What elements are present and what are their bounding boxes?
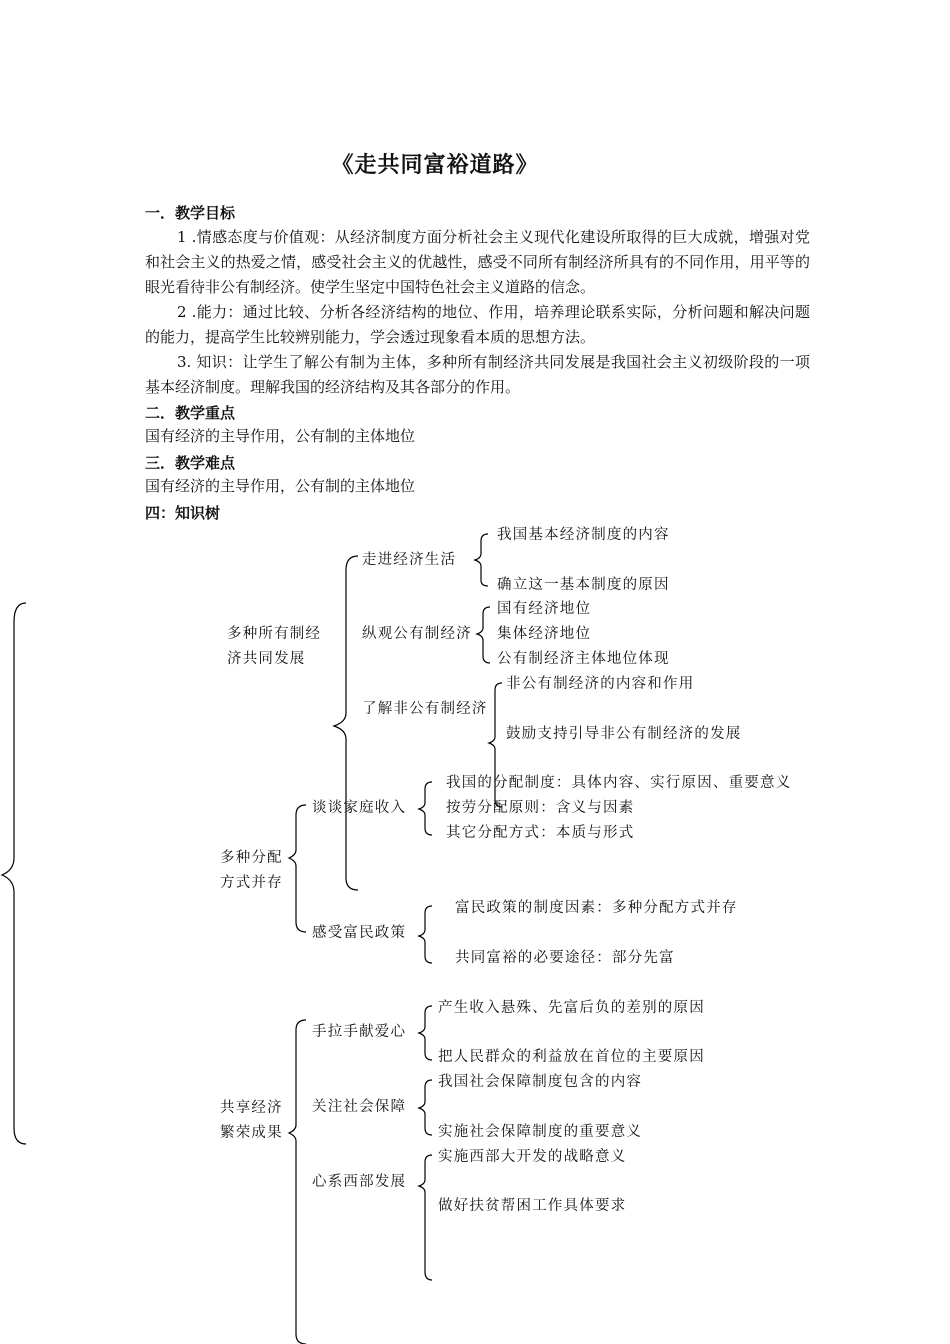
branch2-sub1-item: 其它分配方式：本质与形式 [446,825,635,841]
goal-paragraph-1: 1 .情感态度与价值观：从经济制度方面分析社会主义现代化建设所取得的巨大成就，增强对党和社会主义的热爱之情，感受社会主义的优越性，感受不同所有制经济所具有的不同作用，用平等的眼光看待非公有制经济。使学生坚定中国特色社会主义道路的信念。 [145,228,810,296]
sub-brace-guanzhu [419,1080,432,1135]
branch2-sub1-label: 谈谈家庭收入 [312,800,407,816]
branch3-sub1-label: 手拉手献爱心 [312,1024,407,1040]
branch3-sub2-label: 关注社会保障 [312,1099,407,1115]
branch3-sub2-item: 我国社会保障制度包含的内容 [438,1074,643,1090]
section-heading-knowledge-tree: 四：知识树 [145,504,221,522]
sub-brace-ganshou [419,906,432,963]
section-heading-key-points: 二．教学重点 [145,404,236,422]
branch1-label: 多种所有制经济共同发展 [227,626,322,667]
branch3-sub1-item: 产生收入悬殊、先富后负的差别的原因 [438,1000,705,1016]
branch2-sub2-label: 感受富民政策 [312,925,407,941]
branch2-sub2-item: 共同富裕的必要途径：部分先富 [455,950,675,966]
branch2-label: 多种分配方式并存 [220,850,283,891]
branch3-sub3-item: 做好扶贫帮困工作具体要求 [438,1198,627,1214]
branch1-sub2-item: 公有制经济主体地位体现 [497,651,670,667]
branch3-sub1-item: 把人民群众的利益放在首位的主要原因 [438,1049,705,1065]
branch1-sub3-item: 非公有制经济的内容和作用 [506,676,695,692]
goal-paragraph-3: 3. 知识：让学生了解公有制为主体，多种所有制经济共同发展是我国社会主义初级阶段的一项基本经济制度。理解我国的经济结构及其各部分的作用。 [145,353,810,396]
branch3-label: 共享经济繁荣成果 [220,1100,283,1141]
sub-brace-zongguan [477,607,490,663]
key-points-text: 国有经济的主导作用，公有制的主体地位 [145,427,416,445]
sub-brace-xinxi [419,1155,432,1280]
branch3-sub3-item: 实施西部大开发的战略意义 [438,1149,627,1165]
branch1-sub2-label: 纵观公有制经济 [362,626,472,642]
section-heading-goals: 一．教学目标 [145,204,236,222]
sub-brace-shoulashou [419,1006,432,1060]
branch1-sub1-label: 走进经济生活 [362,552,457,568]
branch1-sub3-label: 了解非公有制经济 [362,701,488,717]
branch1-sub1-item: 我国基本经济制度的内容 [497,527,670,543]
difficulties-text: 国有经济的主导作用，公有制的主体地位 [145,477,416,495]
outer-brace [2,603,26,1144]
branch3-brace [289,1020,306,1344]
branch2-sub2-item: 富民政策的制度因素：多种分配方式并存 [455,900,738,916]
branch1-sub1-item: 确立这一基本制度的原因 [497,577,670,593]
section-heading-difficulties: 三．教学难点 [145,454,236,472]
document-title: 《走共同富裕道路》 [331,152,539,178]
sub-brace-tantan [419,782,432,835]
goal-paragraph-2: 2 .能力：通过比较、分析各经济结构的地位、作用，培养理论联系实际，分析问题和解决问题的能力，提高学生比较辨别能力，学会透过现象看本质的思想方法。 [145,303,810,346]
branch3-sub2-item: 实施社会保障制度的重要意义 [438,1124,643,1140]
branch1-sub2-item: 国有经济地位 [497,601,592,617]
branch1-sub2-item: 集体经济地位 [497,626,592,642]
branch2-sub1-item: 我国的分配制度：具体内容、实行原因、重要意义 [446,775,792,791]
sub-brace-zoujin [475,534,488,586]
branch1-brace [334,556,358,890]
branch2-sub1-item: 按劳分配原则：含义与因素 [446,800,635,816]
branch3-sub3-label: 心系西部发展 [312,1174,407,1190]
branch1-sub3-item: 鼓励支持引导非公有制经济的发展 [506,726,742,742]
